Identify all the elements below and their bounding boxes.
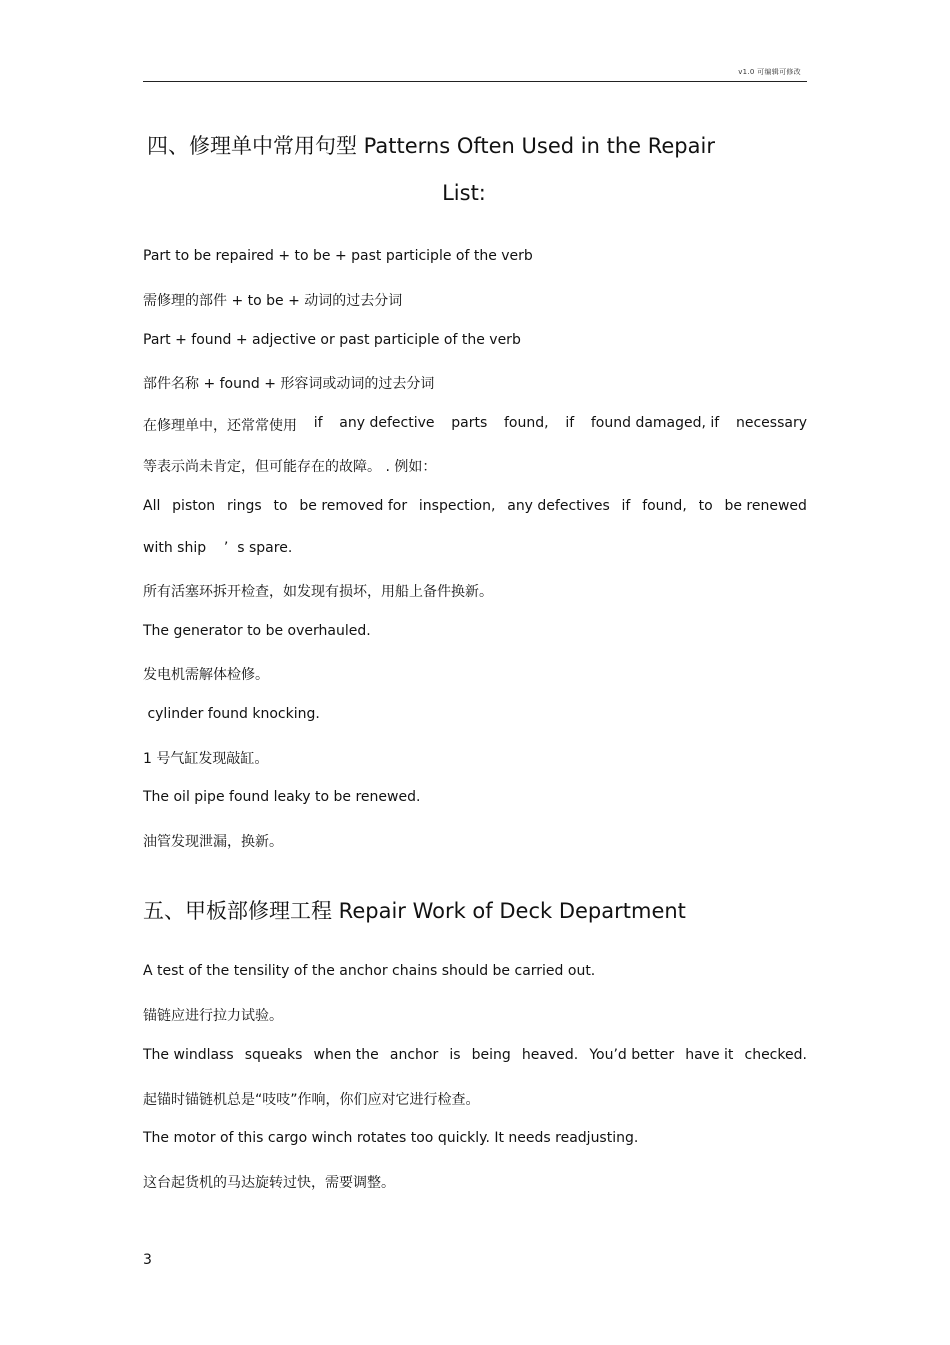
word: to bbox=[698, 498, 713, 514]
word: if bbox=[313, 415, 323, 431]
page-number: 3 bbox=[143, 1252, 152, 1268]
text-line: 油管发现泄漏，换新。 bbox=[143, 834, 283, 850]
word: if bbox=[621, 498, 631, 514]
justified-line-c bbox=[143, 1047, 807, 1063]
section4-title-line1: 四、修理单中常用句型 Patterns Often Used in the Repair bbox=[147, 134, 715, 158]
word: You’d better bbox=[589, 1047, 675, 1063]
word: is bbox=[449, 1047, 461, 1063]
word: checked. bbox=[744, 1047, 807, 1063]
header-note: v1.0 可编辑可修改 bbox=[738, 68, 801, 76]
word: if bbox=[565, 415, 575, 431]
word: to bbox=[273, 498, 288, 514]
word: parts bbox=[451, 415, 488, 431]
text-line: The generator to be overhauled. bbox=[143, 623, 371, 639]
word: found, bbox=[642, 498, 687, 514]
text-line: The oil pipe found leaky to be renewed. bbox=[143, 789, 421, 805]
justified-line-b bbox=[143, 498, 807, 514]
text-line: 锚链应进行拉力试验。 bbox=[143, 1008, 283, 1024]
text-line: The motor of this cargo winch rotates too quickly. It needs readjusting. bbox=[143, 1130, 639, 1146]
word: be renewed bbox=[724, 498, 807, 514]
header-divider bbox=[143, 81, 807, 82]
text-line: 所有活塞环拆开检查，如发现有损坏，用船上备件换新。 bbox=[143, 584, 493, 600]
section4-title-line2: List: bbox=[442, 181, 486, 205]
word: have it bbox=[685, 1047, 734, 1063]
word: inspection, bbox=[418, 498, 496, 514]
word: found damaged, if bbox=[590, 415, 720, 431]
word: any defective bbox=[339, 415, 435, 431]
word: necessary bbox=[735, 415, 807, 431]
word: All bbox=[143, 498, 161, 514]
text-line: 发电机需解体检修。 bbox=[143, 667, 269, 683]
word: rings bbox=[226, 498, 262, 514]
word: anchor bbox=[389, 1047, 439, 1063]
word: squeaks bbox=[244, 1047, 303, 1063]
text-line: 部件名称 + found + 形容词或动词的过去分词 bbox=[143, 376, 435, 392]
word: found, bbox=[504, 415, 549, 431]
justified-line-a bbox=[143, 415, 807, 435]
text-line: A test of the tensility of the anchor chains should be carried out. bbox=[143, 963, 596, 979]
text-line: with ship ’ s spare. bbox=[143, 540, 293, 556]
text-line: 起锚时锚链机总是“吱吱”作响，你们应对它进行检查。 bbox=[143, 1092, 480, 1108]
text-line: 这台起货机的马达旋转过快，需要调整。 bbox=[143, 1175, 395, 1191]
text-line: 需修理的部件 + to be + 动词的过去分词 bbox=[143, 293, 403, 309]
text-line: 1 号气缸发现敲缸。 bbox=[143, 751, 269, 767]
word: heaved. bbox=[521, 1047, 579, 1063]
text-line: Part + found + adjective or past participle of the verb bbox=[143, 332, 521, 348]
word: being bbox=[471, 1047, 511, 1063]
word: any defectives bbox=[507, 498, 610, 514]
word: The windlass bbox=[143, 1047, 234, 1063]
text-line: cylinder found knocking. bbox=[143, 706, 320, 722]
word: be removed for bbox=[299, 498, 408, 514]
word: when the bbox=[313, 1047, 379, 1063]
word: 在修理单中，还常常使用 bbox=[143, 418, 297, 434]
section5-title: 五、甲板部修理工程 Repair Work of Deck Department bbox=[143, 899, 686, 923]
text-line: Part to be repaired + to be + past participle of the verb bbox=[143, 248, 533, 264]
word: piston bbox=[172, 498, 216, 514]
text-line: 等表示尚未肯定，但可能存在的故障。 . 例如： bbox=[143, 459, 437, 475]
